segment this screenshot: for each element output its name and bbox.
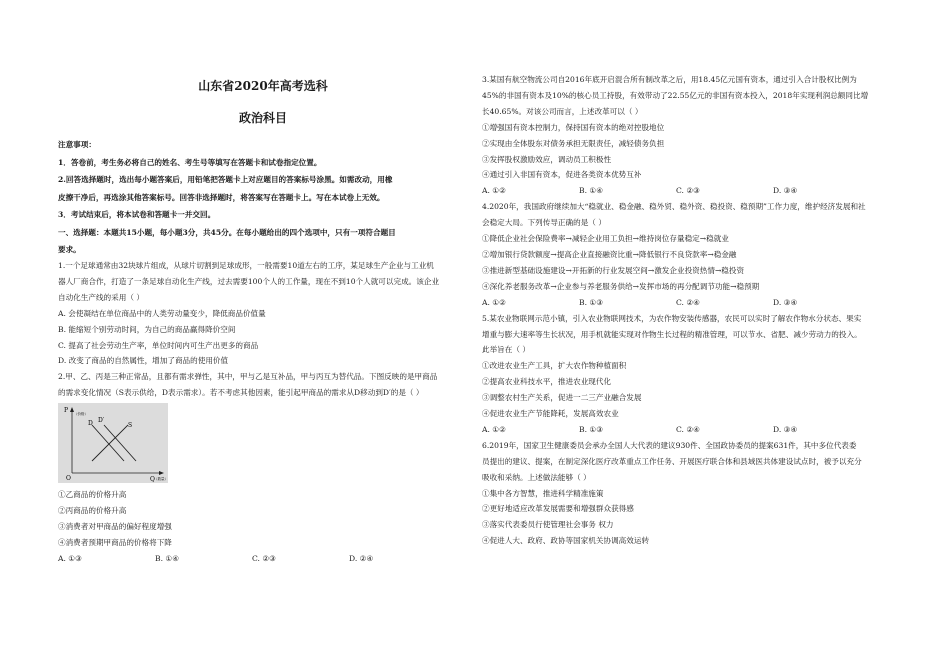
supply-demand-figure <box>58 403 168 483</box>
q5-item: ①改进农业生产工具，扩大农作物种植面积 <box>482 361 627 371</box>
q4-choice-a: A. ①② <box>482 297 506 307</box>
q4-choice-b: B. ①③ <box>579 297 604 307</box>
q2-item: ②丙商品的价格升高 <box>58 506 127 516</box>
q5-choice-c: C. ②④ <box>676 424 700 434</box>
q5-stem: 增重与膨大速率等生长状况，用手机就能实现对作物生长过程的精准管理，可以节水、省肥、减少劳动力的投入。 <box>482 329 862 339</box>
q3-choices <box>482 183 894 199</box>
q6-stem: 6.2019年，国家卫生健康委员会承办全国人大代表的建议930件、全国政协委员的提案631件，其中多位代表委 <box>482 440 857 450</box>
notes-item: 皮擦干净后，再选涂其他答案标号。回答非选择题时，将答案写在答题卡上。写在本试卷上无效。 <box>58 192 385 202</box>
q2-choice-c: C. ②③ <box>252 553 276 563</box>
notes-item: 2.回答选择题时，选出每小题答案后，用铅笔把答题卡上对应题目的答案标号涂黑。如需改动，用橡 <box>58 175 393 184</box>
q3-choice-c: C. ②③ <box>676 186 700 196</box>
q4-item: ②增加银行贷款额度→提高企业直接融资比重→降低银行不良贷款率→稳金融 <box>482 249 737 259</box>
q3-stem: 3.某国有航空物流公司自2016年底开启混合所有制改革之后，用18.45亿元国有资本，通过引入合计股权比例为 <box>482 75 857 84</box>
q5-item: ③调整农村生产关系，促进一二三产业融合发展 <box>482 393 642 403</box>
q1-stem: 器人厂商合作，打造了一条足球自动化生产线，过去需要100个人的工作量，现在不到10个人就可以完成。该企业 <box>58 276 440 286</box>
q5-item: ④促进农业生产节能降耗，发展高效农业 <box>482 409 619 419</box>
q3-choice-a: A. ①② <box>482 186 506 196</box>
q5-choices <box>482 422 894 438</box>
q6-stem: 吸收和采纳。上述做法能够（ ） <box>482 472 591 482</box>
q3-item: ②实现由全体股东对债务承担无限责任，减轻债务负担 <box>482 138 665 148</box>
q4-item: ③推进新型基础设施建设→开拓新的行业发展空间→激发企业投资热情→稳投资 <box>482 265 745 275</box>
q2-item: ④消费者预期甲商品的价格将下降 <box>58 537 172 547</box>
q2-choices <box>58 551 468 567</box>
q1-option-d: D. 改变了商品的自然属性，增加了商品的使用价值 <box>58 356 229 366</box>
q2-item: ①乙商品的价格升高 <box>58 490 127 500</box>
exam-subject: 政治科目 <box>238 111 287 125</box>
q5-stem: 此举旨在（ ） <box>482 345 530 355</box>
exam-title: 山东省2020年高考选科 <box>198 79 328 93</box>
q5-choice-b: B. ①③ <box>579 424 604 434</box>
q1-stem: 1.一个足球通常由32块球片组成，从球片切割到足球成形，一般需要10道左右的工序，某足球生产企业与工业机 <box>58 261 434 270</box>
notes-section <box>58 136 468 259</box>
q5-stem: 5.某农业物联网示范小镇，引入农业物联网技术，为农作物安装传感器，农民可以实时了解农作物水分状态、果实 <box>482 313 862 323</box>
q1-option-c: C. 提高了社会劳动生产率，单位时间内可生产出更多的商品 <box>58 340 259 350</box>
q6-item: ①集中各方智慧，推进科学精准施策 <box>482 488 604 498</box>
q1-option-a: A. 会使凝结在单位商品中的人类劳动量变少，降低商品价值量 <box>58 308 266 318</box>
right-column-questions <box>482 72 894 549</box>
q5-choice-d: D. ③④ <box>773 424 798 434</box>
q4-choice-d: D. ③④ <box>773 297 798 307</box>
q6-stem: 员提出的建议、提案，在制定深化医疗改革重点工作任务、开展医疗联合体和县域医共体建设试点时，被予以充分 <box>482 456 862 466</box>
q3-item: ③发挥股权激励效应，调动员工积极性 <box>482 154 612 164</box>
q1-option-b: B. 能缩短个别劳动时间，为自己的商品赢得降价空间 <box>58 324 236 334</box>
q2-choice-a: A. ①③ <box>58 553 82 563</box>
p-label: P <box>64 407 69 415</box>
notes-heading: 注意事项： <box>58 140 96 149</box>
p-unit: （价格） <box>74 412 88 417</box>
q4-stem: 4.2020年，我国政府继续加大“稳就业、稳金融、稳外贸、稳外资、稳投资、稳预期”工作力度，维护经济发展和社 <box>482 202 866 212</box>
q4-item: ①降低企业社会保险费率→减轻企业用工负担→维持岗位存量稳定→稳就业 <box>482 234 729 244</box>
notes-item: 一、选择题：本题共15小题，每小题3分，共45分。在每小题给出的四个选项中，只有一项符合题目 <box>58 227 396 237</box>
q3-stem: 45%的非国有资本及10%的核心员工持股，有效带动了22.55亿元的非国有资本投入，2018年实现利润总额同比增 <box>482 90 869 100</box>
q4-choices <box>482 295 894 311</box>
q2-choice-b: B. ①④ <box>155 553 180 563</box>
demand-curve-d-prime <box>104 425 136 461</box>
notes-item: 1．答卷前，考生务必将自己的姓名、考生号等填写在答题卡和试卷指定位置。 <box>58 157 322 167</box>
d-label: D <box>88 420 93 428</box>
q3-choice-d: D. ③④ <box>773 186 798 196</box>
q5-choice-a: A. ①② <box>482 424 506 434</box>
supply-demand-graph <box>58 403 168 483</box>
q2-item: ③消费者对甲商品的偏好程度增强 <box>58 521 172 531</box>
left-column-questions <box>58 258 468 567</box>
origin-label: O <box>66 475 71 483</box>
q2-stem: 2.甲、乙、丙是三种正常品，且都有需求弹性，其中，甲与乙是互补品，甲与丙互为替代品。下图反映的是甲商品 <box>58 372 438 382</box>
q3-stem: 长40.65%。对该公司而言，上述改革可以（ ） <box>482 106 643 116</box>
s-label: S <box>128 422 133 430</box>
q6-item: ②更好地适应改革发展需要和增强群众获得感 <box>482 504 634 514</box>
q4-choice-c: C. ②④ <box>676 297 700 307</box>
notes-item: 要求。 <box>58 245 81 254</box>
q2-choice-d: D. ②④ <box>349 553 374 563</box>
q-unit: （数量） <box>154 477 168 482</box>
q-label: Q <box>150 476 155 484</box>
q3-item: ④通过引入非国有资本，促进各类资本优势互补 <box>482 170 642 180</box>
q5-item: ②提高农业科技水平，推进农业现代化 <box>482 377 612 387</box>
d-prime-label: D′ <box>98 417 105 425</box>
q6-item: ③落实代表委员行使管理社会事务 权力 <box>482 520 614 530</box>
q3-item: ①增强国有资本控制力，保持国有资本的绝对控股地位 <box>482 122 665 132</box>
q3-choice-b: B. ①④ <box>579 186 604 196</box>
q4-item: ④深化养老服务改革→企业参与养老服务供给→发挥市场的再分配调节功能→稳预期 <box>482 281 760 291</box>
q2-stem: 的需求变化情况（S表示供给，D表示需求）。若不考虑其他因素，能引起甲商品的需求从D移动到D′的是（ ） <box>58 388 424 398</box>
q1-stem: 自动化生产线的采用（ ） <box>58 292 144 302</box>
notes-item: 3．考试结束后，将本试卷和答题卡一并交回。 <box>58 210 216 219</box>
q4-stem: 会稳定大局。下列传导正确的是（ ） <box>482 218 606 228</box>
q6-item: ④促进人大、政府、政协等国家机关协调高效运转 <box>482 536 650 546</box>
q-axis-arrow <box>159 471 164 475</box>
